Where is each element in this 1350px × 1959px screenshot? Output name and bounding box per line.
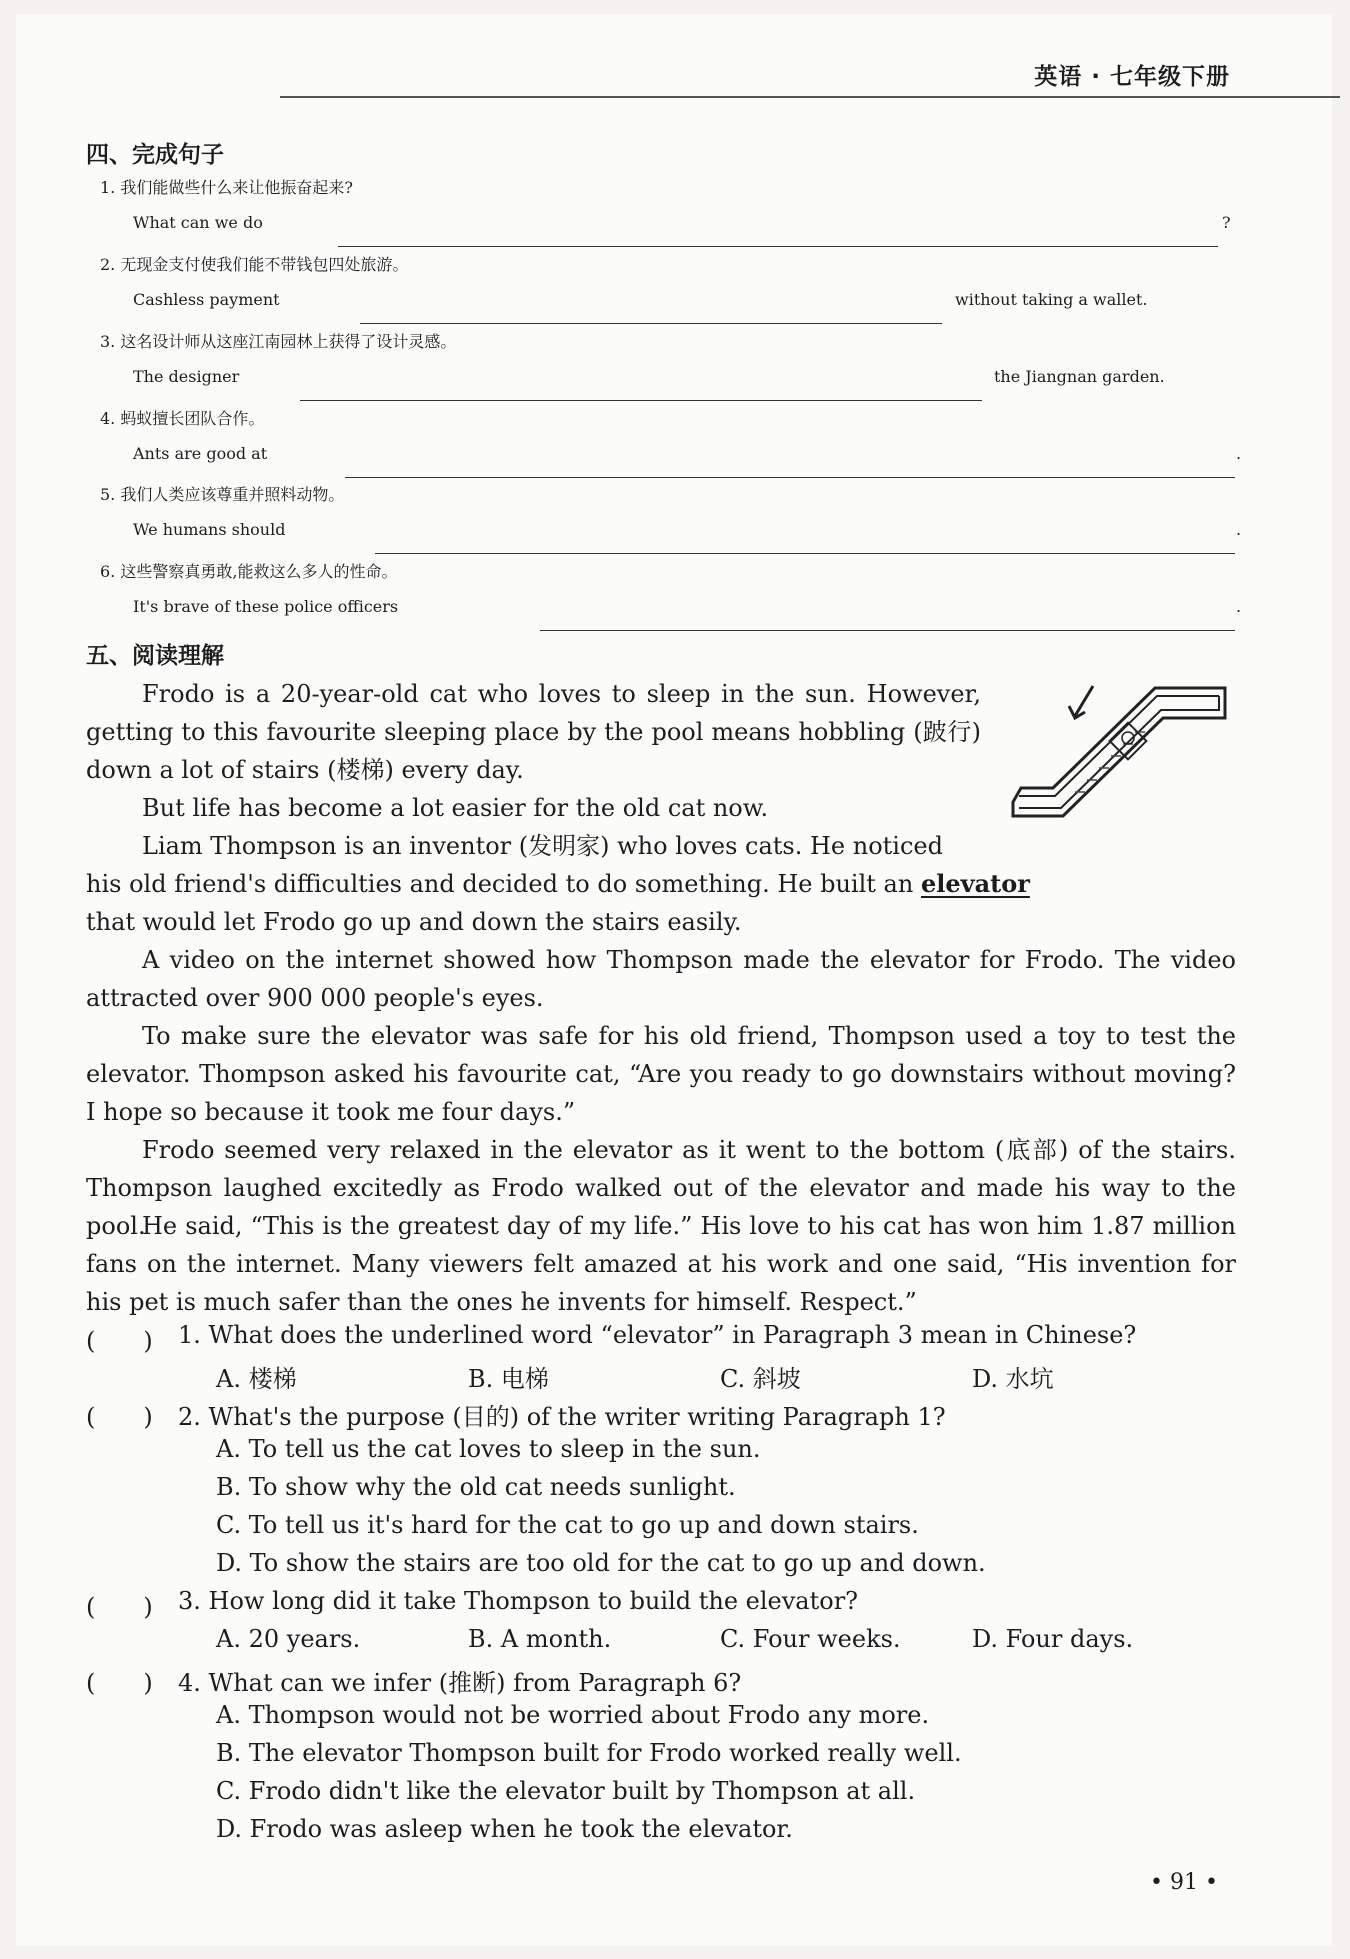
s4-item6-zh: 6. 这些警察真勇敢,能救这么多人的性命。 (100, 562, 398, 581)
s4-item5-en-end: . (1236, 520, 1242, 539)
s4-item1-en-end: ? (1222, 213, 1231, 232)
passage-paragraph-3-line2 (86, 865, 1030, 903)
q1-option-c[interactable]: C. 斜坡 (720, 1365, 801, 1393)
s4-item3-zh: 3. 这名设计师从这座江南园林上获得了设计灵感。 (100, 332, 457, 351)
passage-paragraph-3b: his old friend's difficulties and decided to do something. He built an (86, 870, 914, 898)
q2-option-b[interactable]: B. To show why the old cat needs sunlight. (216, 1473, 736, 1501)
s4-item5-zh: 5. 我们人类应该尊重并照料动物。 (100, 485, 345, 504)
question-2: 2. What's the purpose (目的) of the writer writing Paragraph 1? (178, 1403, 946, 1431)
q3-option-d[interactable]: D. Four days. (972, 1625, 1134, 1653)
q1-option-d[interactable]: D. 水坑 (972, 1365, 1054, 1393)
s4-item6-blank[interactable] (540, 602, 1235, 631)
q2-option-d[interactable]: D. To show the stairs are too old for the cat to go up and down. (216, 1549, 986, 1577)
s4-item3-blank[interactable] (300, 372, 982, 401)
q4-option-a[interactable]: A. Thompson would not be worried about Frodo any more. (216, 1701, 930, 1729)
q3-option-a[interactable]: A. 20 years. (216, 1625, 361, 1653)
q3-option-c[interactable]: C. Four weeks. (720, 1625, 901, 1653)
s4-item2-en-end: without taking a wallet. (955, 290, 1148, 309)
s4-item3-en-end: the Jiangnan garden. (994, 367, 1165, 386)
passage-paragraph-4: A video on the internet showed how Thompson made the elevator for Frodo. The video attracted over 900 000 people's eyes. (86, 946, 1236, 1012)
s4-item1-zh: 1. 我们能做些什么来让他振奋起来? (100, 178, 353, 197)
answer-paren-2[interactable]: ( ) (86, 1403, 153, 1431)
q4-option-c[interactable]: C. Frodo didn't like the elevator built by Thompson at all. (216, 1777, 916, 1805)
passage-paragraph-2: But life has become a lot easier for the old cat now. (142, 794, 769, 822)
header-title: 英语 · 七年级下册 (1034, 64, 1230, 90)
q4-option-b[interactable]: B. The elevator Thompson built for Frodo worked really well. (216, 1739, 962, 1767)
q2-option-c[interactable]: C. To tell us it's hard for the cat to go up and down stairs. (216, 1511, 919, 1539)
s4-item2-en-start: Cashless payment (133, 290, 280, 309)
passage-paragraph-6: Frodo seemed very relaxed in the elevator as it went to the bottom (底部) of the stairs. Thompson laughed excitedly as Frodo walked out of the elevator and made his way to the pool. (86, 1136, 1236, 1240)
section5-heading: 五、阅读理解 (86, 643, 224, 669)
s4-item4-en-end: . (1236, 444, 1242, 463)
s4-item1-blank[interactable] (338, 218, 1218, 247)
s4-item2-blank[interactable] (360, 295, 942, 324)
s4-item4-en-start: Ants are good at (133, 444, 268, 463)
passage-paragraph-1: Frodo is a 20-year-old cat who loves to sleep in the sun. However, getting to this favourite sleeping place by the pool means hobbling (跛行) down a lot of stairs (楼梯) every day. (86, 680, 981, 784)
answer-paren-1[interactable]: ( ) (86, 1327, 153, 1355)
q4-option-d[interactable]: D. Frodo was asleep when he took the elevator. (216, 1815, 793, 1843)
underlined-word-elevator: elevator (920, 869, 1030, 898)
passage-paragraph-3c: that would let Frodo go up and down the stairs easily. (86, 908, 742, 936)
question-3: 3. How long did it take Thompson to build the elevator? (178, 1587, 859, 1615)
s4-item1-en-start: What can we do (133, 213, 263, 232)
q2-option-a[interactable]: A. To tell us the cat loves to sleep in the sun. (216, 1435, 761, 1463)
passage-paragraph-5: To make sure the elevator was safe for his old friend, Thompson used a toy to test the elevator. Thompson asked his favourite cat, “Are you ready to go downstairs without moving? I hope so because it took me four days.” (86, 1022, 1236, 1126)
question-1: 1. What does the underlined word “elevator” in Paragraph 3 mean in Chinese? (178, 1321, 1137, 1349)
s4-item4-blank[interactable] (345, 449, 1235, 478)
s4-item2-zh: 2. 无现金支付使我们能不带钱包四处旅游。 (100, 255, 409, 274)
escalator-illustration (1005, 676, 1241, 826)
q1-option-a[interactable]: A. 楼梯 (216, 1365, 297, 1393)
q1-option-b[interactable]: B. 电梯 (468, 1365, 549, 1393)
answer-paren-4[interactable]: ( ) (86, 1669, 153, 1697)
s4-item5-en-start: We humans should (133, 520, 286, 539)
header-rule (280, 96, 1340, 98)
page-number: • 91 • (1150, 1870, 1218, 1895)
s4-item5-blank[interactable] (375, 525, 1235, 554)
passage-paragraph-3a: Liam Thompson is an inventor (发明家) who loves cats. He noticed (142, 832, 943, 860)
s4-item4-zh: 4. 蚂蚁擅长团队合作。 (100, 409, 265, 428)
s4-item6-en-end: . (1236, 597, 1242, 616)
s4-item6-en-start: It's brave of these police officers (133, 597, 399, 616)
q3-option-b[interactable]: B. A month. (468, 1625, 612, 1653)
section4-heading: 四、完成句子 (86, 142, 224, 168)
s4-item3-en-start: The designer (133, 367, 240, 386)
answer-paren-3[interactable]: ( ) (86, 1593, 153, 1621)
passage-paragraph-7: He said, “This is the greatest day of my life.” His love to his cat has won him 1.87 million fans on the internet. Many viewers felt amazed at his work and one said, “His invention for his pet is much safer than the ones he invents for himself. Respect.” (86, 1212, 1236, 1316)
question-4: 4. What can we infer (推断) from Paragraph 6? (178, 1669, 742, 1697)
